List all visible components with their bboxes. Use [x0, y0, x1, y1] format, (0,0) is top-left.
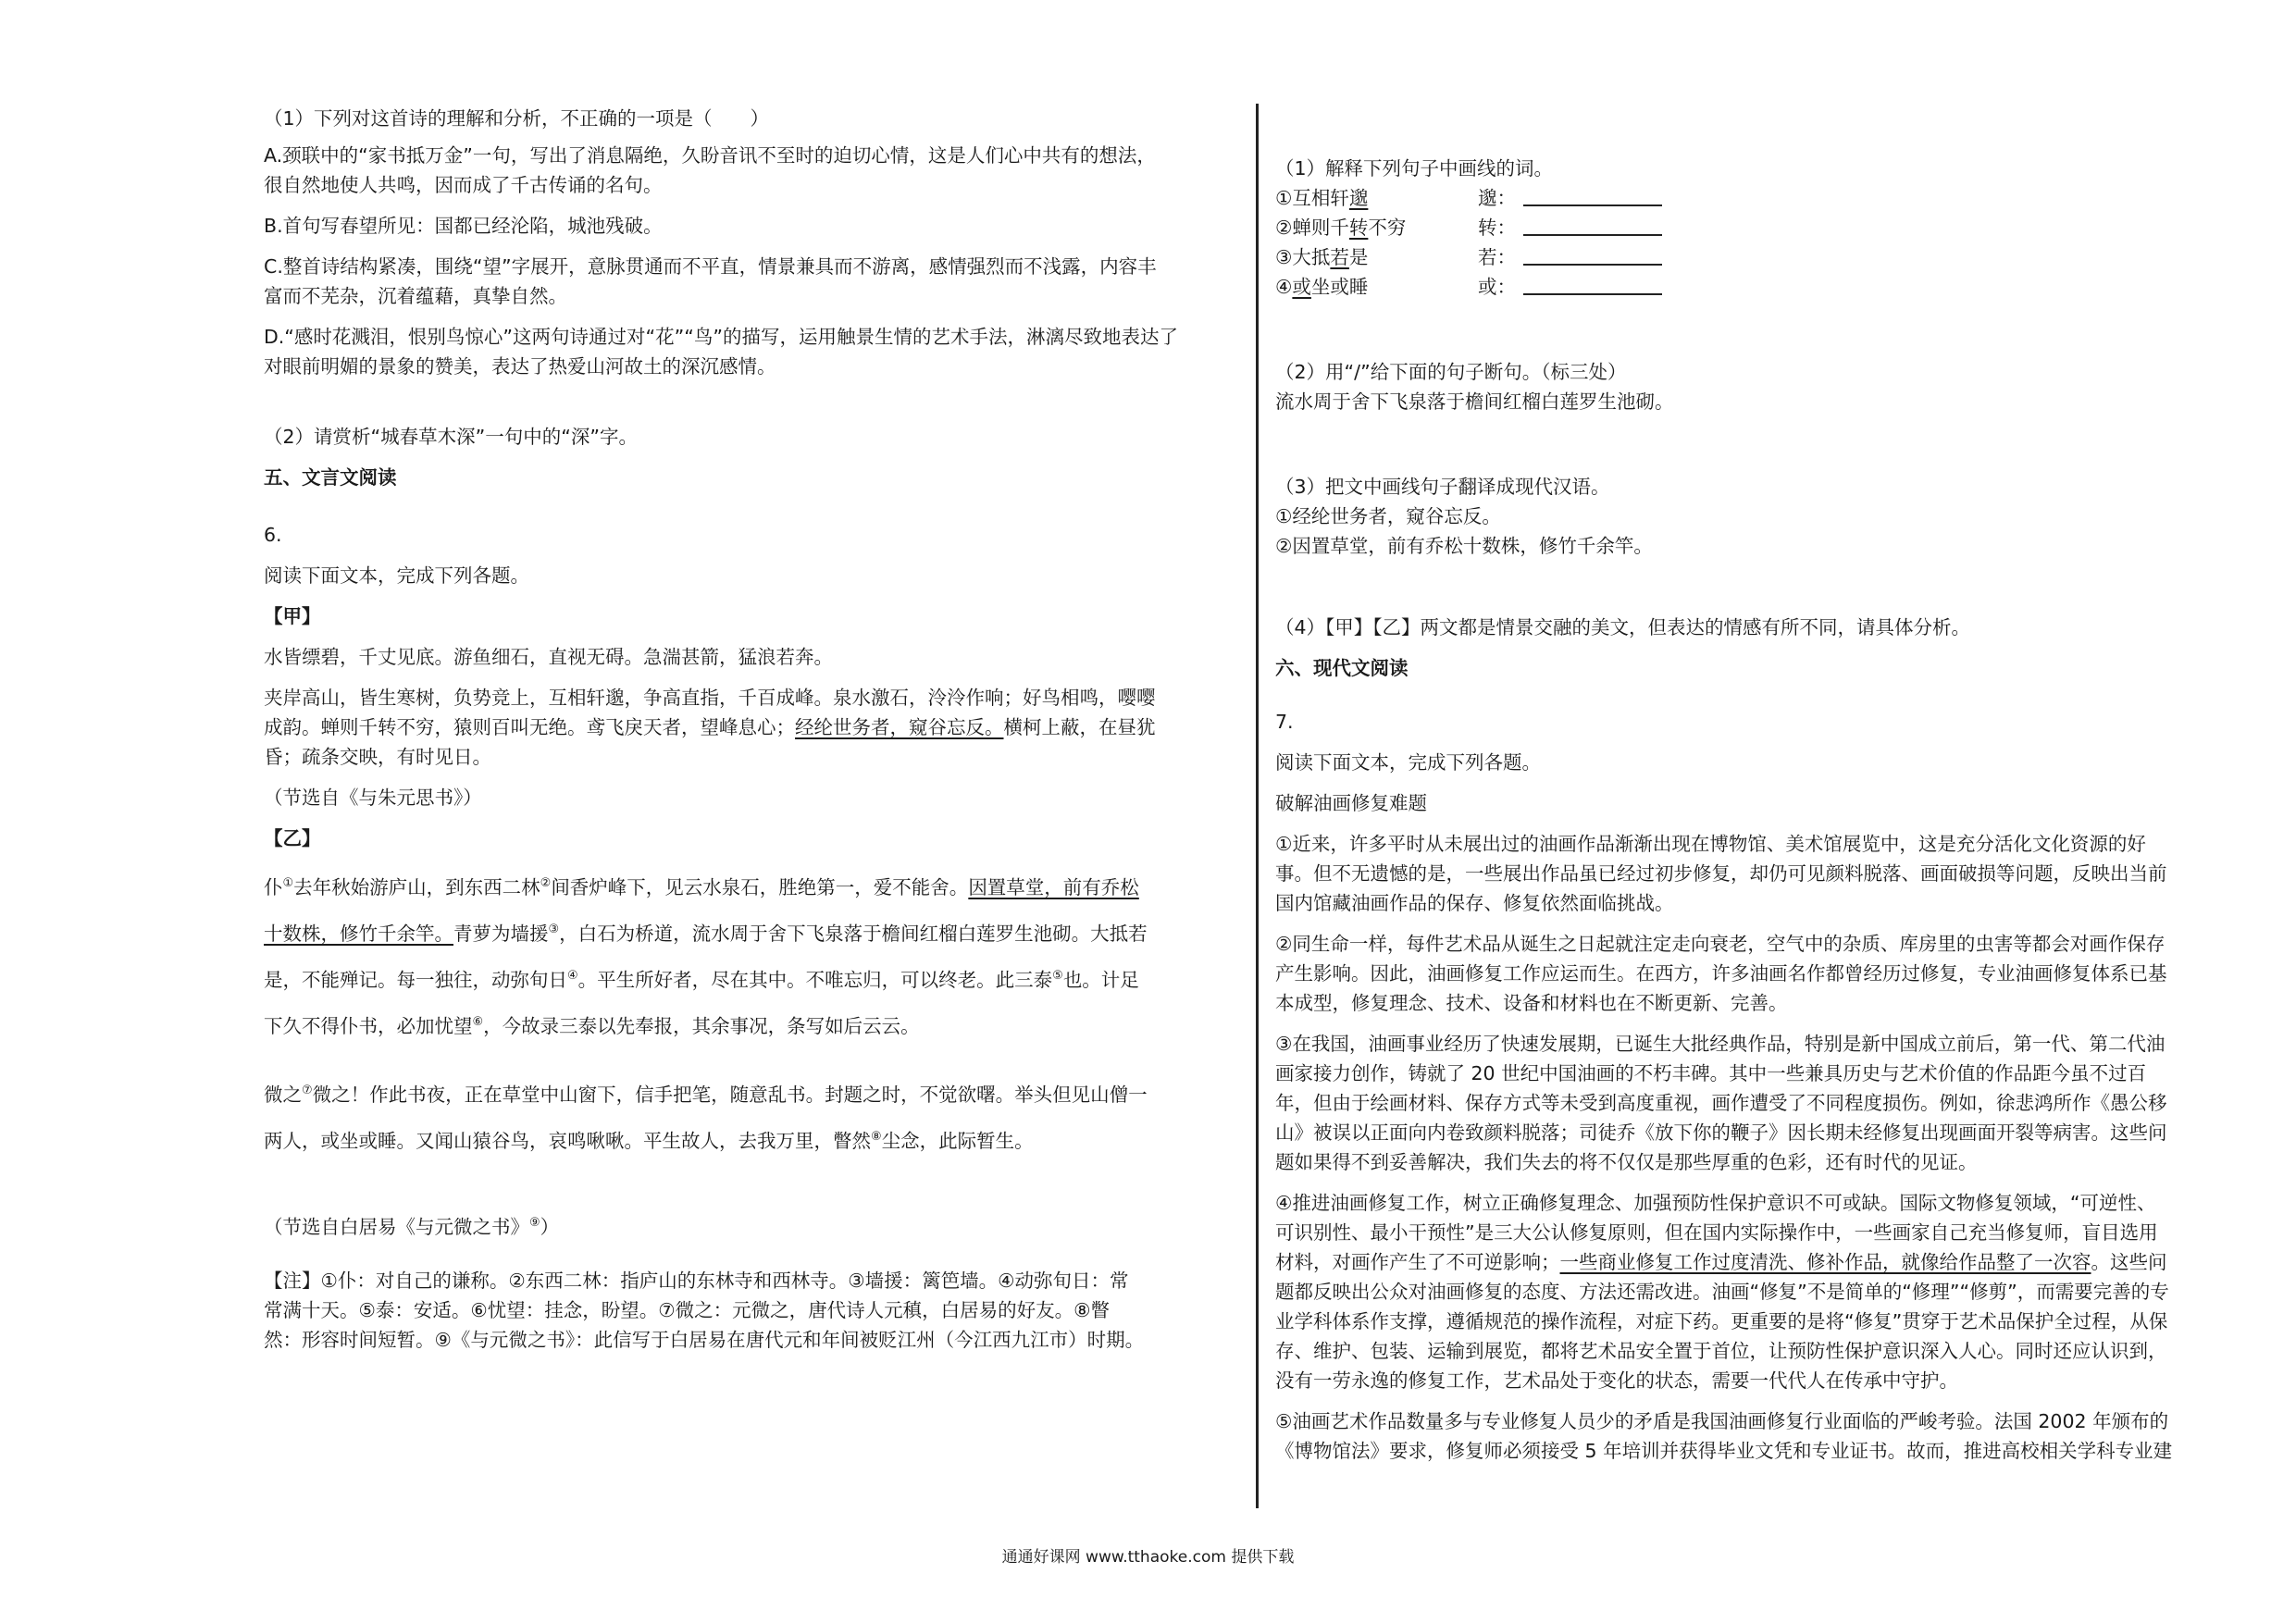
section-6-heading: 六、现代文阅读 [1275, 657, 1409, 679]
word-item-1: ①互相轩邈 邈： [1275, 183, 2247, 213]
yi-line-4: 下久不得仆书，必加忧望⑥，今故录三泰以先奉报，其余事况，条写如后云云。 [264, 1015, 920, 1037]
yi-line-3: 是，不能殚记。每一独往，动弥旬日④。平生所好者，尽在其中。不唯忘归，可以终老。此三泰⑤也。计足 [264, 969, 1139, 991]
word-item-2: ②蝉则千转不穷 转： [1275, 213, 2247, 242]
option-c-line2: 富而不芜杂，沉着蕴藉，真挚自然。 [264, 285, 567, 307]
translate-item-2: ②因置草堂，前有乔松十数株，修竹千余竿。 [1275, 535, 1653, 557]
article-para-4-line1: ④推进油画修复工作，树立正确修复理念、加强预防性保护意识不可或缺。国际文物修复领域，“可逆性、 [1275, 1192, 2156, 1214]
left-column [264, 104, 1235, 1355]
answer-blank[interactable] [1523, 186, 1662, 206]
article-para-3-line1: ③在我国，油画事业经历了快速发展期，已诞生大批经典作品，特别是新中国成立前后，第一代、第二代油 [1275, 1033, 2166, 1055]
option-d-line1: D.“感时花溅泪，恨别鸟惊心”这两句诗通过对“花”“鸟”的描写，运用触景生情的艺术手法，淋漓尽致地表达了 [264, 326, 1179, 348]
notes-line-2: 常满十天。⑤泰：安适。⑥忧望：挂念，盼望。⑦微之：元微之，唐代诗人元稹，白居易的好友。⑧瞥 [264, 1299, 1111, 1321]
underlined-sentence: 经纶世务者，窥谷忘反。 [795, 716, 1004, 738]
article-title: 破解油画修复难题 [1275, 792, 1427, 814]
yi-line-1: 仆①去年秋始游庐山，到东西二林②间香炉峰下，见云水泉石，胜绝第一，爱不能舍。因置草堂，前有乔松 [264, 876, 1139, 898]
article-para-5-line2: 《博物馆法》要求，修复师必须接受 5 年培训并获得毕业文凭和专业证书。故而，推进高校相关学科专业建 [1275, 1440, 2173, 1462]
right-question-2: （2）用“/”给下面的句子断句。（标三处） [1275, 361, 1627, 383]
jia-para-2-line3: 昏；疏条交映，有时见日。 [264, 746, 491, 768]
article-para-2-line2: 产生影响。因此，油画修复工作应运而生。在西方，许多油画名作都曾经历过修复，专业油画修复体系已基 [1275, 962, 2167, 985]
article-para-3-line4: 山》被误以正面向内卷致颜料脱落；司徒乔《放下你的鞭子》因长期未经修复出现画面开裂等病害。这些问 [1275, 1121, 2167, 1144]
passage-jia-label: 【甲】 [264, 605, 321, 627]
jia-para-2-line2: 成韵。蝉则千转不穷，猿则百叫无绝。鸢飞戾天者，望峰息心；经纶世务者，窥谷忘反。横柯上蔽，在昼犹 [264, 716, 1156, 738]
right-question-4: （4）【甲】【乙】两文都是情景交融的美文，但表达的情感有所不同，请具体分析。 [1275, 616, 1971, 638]
article-para-4-line7: 没有一劳永逸的修复工作，艺术品处于变化的状态，需要一代代人在传承中守护。 [1275, 1369, 1958, 1392]
question-2: （2）请赏析“城春草木深”一句中的“深”字。 [264, 426, 639, 448]
section-5-heading: 五、文言文阅读 [264, 466, 397, 489]
page-footer: 通通好课网 www.tthaoke.com 提供下载 [1001, 1548, 1295, 1567]
article-para-2-line1: ②同生命一样，每件艺术品从诞生之日起就注定走向衰老，空气中的杂质、库房里的虫害等都会对画作保存 [1275, 933, 2166, 955]
article-para-4-line3: 材料，对画作产生了不可逆影响；一些商业修复工作过度清洗、修补作品，就像给作品整了一次容。这些问 [1275, 1251, 2167, 1273]
underlined-sentence: 因置草堂，前有乔松 [968, 876, 1139, 898]
word-item-3: ③大抵若是 若： [1275, 242, 2247, 272]
article-para-3-line2: 画家接力创作，铸就了 20 世纪中国油画的不朽丰碑。其中一些兼具历史与艺术价值的作品距今虽不过百 [1275, 1062, 2147, 1084]
jia-source: （节选自《与朱元思书》） [264, 787, 482, 809]
reading-intro: 阅读下面文本，完成下列各题。 [264, 564, 529, 587]
option-a-line1: A.颈联中的“家书抵万金”一句，写出了消息隔绝，久盼音讯不至时的迫切心情，这是人们心中共有的想法， [264, 144, 1156, 167]
article-para-4-line6: 存、维护、包装、运输到展览，都将艺术品安全置于首位，让预防性保护意识深入人心。同时还应认识到， [1275, 1340, 2167, 1362]
underlined-sentence: 一些商业修复工作过度清洗、修补作品，就像给作品整了一次容 [1559, 1251, 2091, 1273]
right-column [1275, 154, 2247, 1466]
notes-line-1: 【注】①仆：对自己的谦称。②东西二林：指庐山的东林寺和西林寺。③墙援：篱笆墙。④动弥旬日：常 [264, 1270, 1129, 1292]
article-para-3-line5: 题如果得不到妥善解决，我们失去的将不仅仅是那些厚重的色彩，还有时代的见证。 [1275, 1151, 1978, 1173]
article-para-1-line3: 国内馆藏油画作品的保存、修复依然面临挑战。 [1275, 892, 1674, 914]
question-1: （1）下列对这首诗的理解和分析，不正确的一项是（ ） [264, 107, 770, 130]
article-para-4-line5: 业学科体系作支撑，遵循规范的操作流程，对症下药。更重要的是将“修复”贯穿于艺术品保护全过程，从保 [1275, 1310, 2168, 1332]
option-b: B.首句写春望所见：国都已经沦陷，城池残破。 [264, 215, 663, 237]
article-para-2-line3: 本成型，修复理念、技术、设备和材料也在不断更新、完善。 [1275, 992, 1788, 1014]
answer-blank[interactable] [1523, 216, 1662, 236]
passage-yi-label: 【乙】 [264, 827, 321, 849]
yi-line-2: 十数株，修竹千余竿。青萝为墙援③，白石为桥道，流水周于舍下飞泉落于檐间红榴白莲罗生池砌。大抵若 [264, 923, 1148, 945]
translate-item-1: ①经纶世务者，窥谷忘反。 [1275, 505, 1501, 527]
article-para-5-line1: ⑤油画艺术作品数量多与专业修复人员少的矛盾是我国油画修复行业面临的严峻考验。法国 2002 年颁布的 [1275, 1410, 2169, 1432]
article-para-1-line2: 事。但不无遗憾的是，一些展出作品虽已经过初步修复，却仍可见颜料脱落、画面破损等问题，反映出当前 [1275, 862, 2167, 885]
notes-line-3: 然：形容时间短暂。⑨《与元微之书》：此信写于白居易在唐代元和年间被贬江州（今江西九江市）时期。 [264, 1329, 1145, 1351]
article-para-3-line3: 年，但由于绘画材料、保存方式等未受到高度重视，画作遭受了不同程度损伤。例如，徐悲鸿所作《愚公移 [1275, 1092, 2167, 1114]
question-number-6: 6. [264, 524, 282, 546]
yi-line-6: 两人，或坐或睡。又闻山猿谷鸟，哀鸣啾啾。平生故人，去我万里，瞥然⑧尘念，此际暂生。 [264, 1130, 1034, 1152]
jia-para-1: 水皆缥碧，千丈见底。游鱼细石，直视无碍。急湍甚箭，猛浪若奔。 [264, 646, 833, 668]
question-number-7: 7. [1275, 711, 1294, 733]
right-question-1: （1）解释下列句子中画线的词。 [1275, 157, 1554, 180]
article-para-4-line4: 题都反映出公众对油画修复的态度、方法还需改进。油画“修复”不是简单的“修理”“修剪”，而需要完善的专 [1275, 1281, 2169, 1303]
answer-blank[interactable] [1523, 245, 1662, 266]
option-d-line2: 对眼前明媚的景象的赞美，表达了热爱山河故土的深沉感情。 [264, 355, 776, 378]
yi-source: （节选自白居易《与元微之书》⑨） [264, 1216, 560, 1238]
yi-line-5: 微之⑦微之！作此书夜，正在草堂中山窗下，信手把笔，随意乱书。封题之时，不觉欲曙。举头但见山僧一 [264, 1084, 1148, 1106]
option-c-line1: C.整首诗结构紧凑，围绕“望”字展开，意脉贯通而不平直，情景兼具而不游离，感情强烈而不浅露，内容丰 [264, 255, 1157, 278]
option-a-line2: 很自然地使人共鸣，因而成了千古传诵的名句。 [264, 174, 663, 196]
article-para-4-line2: 可识别性、最小干预性”是三大公认修复原则，但在国内实际操作中，一些画家自己充当修复师，盲目选用 [1275, 1221, 2158, 1244]
reading-intro-2: 阅读下面文本，完成下列各题。 [1275, 751, 1541, 774]
article-para-1-line1: ①近来，许多平时从未展出过的油画作品渐渐出现在博物馆、美术馆展览中，这是充分活化文化资源的好 [1275, 833, 2146, 855]
column-divider [1256, 104, 1259, 1508]
word-item-4: ④或坐或睡 或： [1275, 272, 2247, 302]
underlined-sentence: 十数株，修竹千余竿。 [264, 923, 453, 945]
jia-para-2-line1: 夹岸高山，皆生寒树，负势竞上，互相轩邈，争高直指，千百成峰。泉水激石，泠泠作响；好鸟相鸣，嘤嘤 [264, 687, 1156, 709]
right-question-3: （3）把文中画线句子翻译成现代汉语。 [1275, 476, 1610, 498]
right-question-2-text: 流水周于舍下飞泉落于檐间红榴白莲罗生池砌。 [1275, 390, 1674, 413]
answer-blank[interactable] [1523, 275, 1662, 295]
